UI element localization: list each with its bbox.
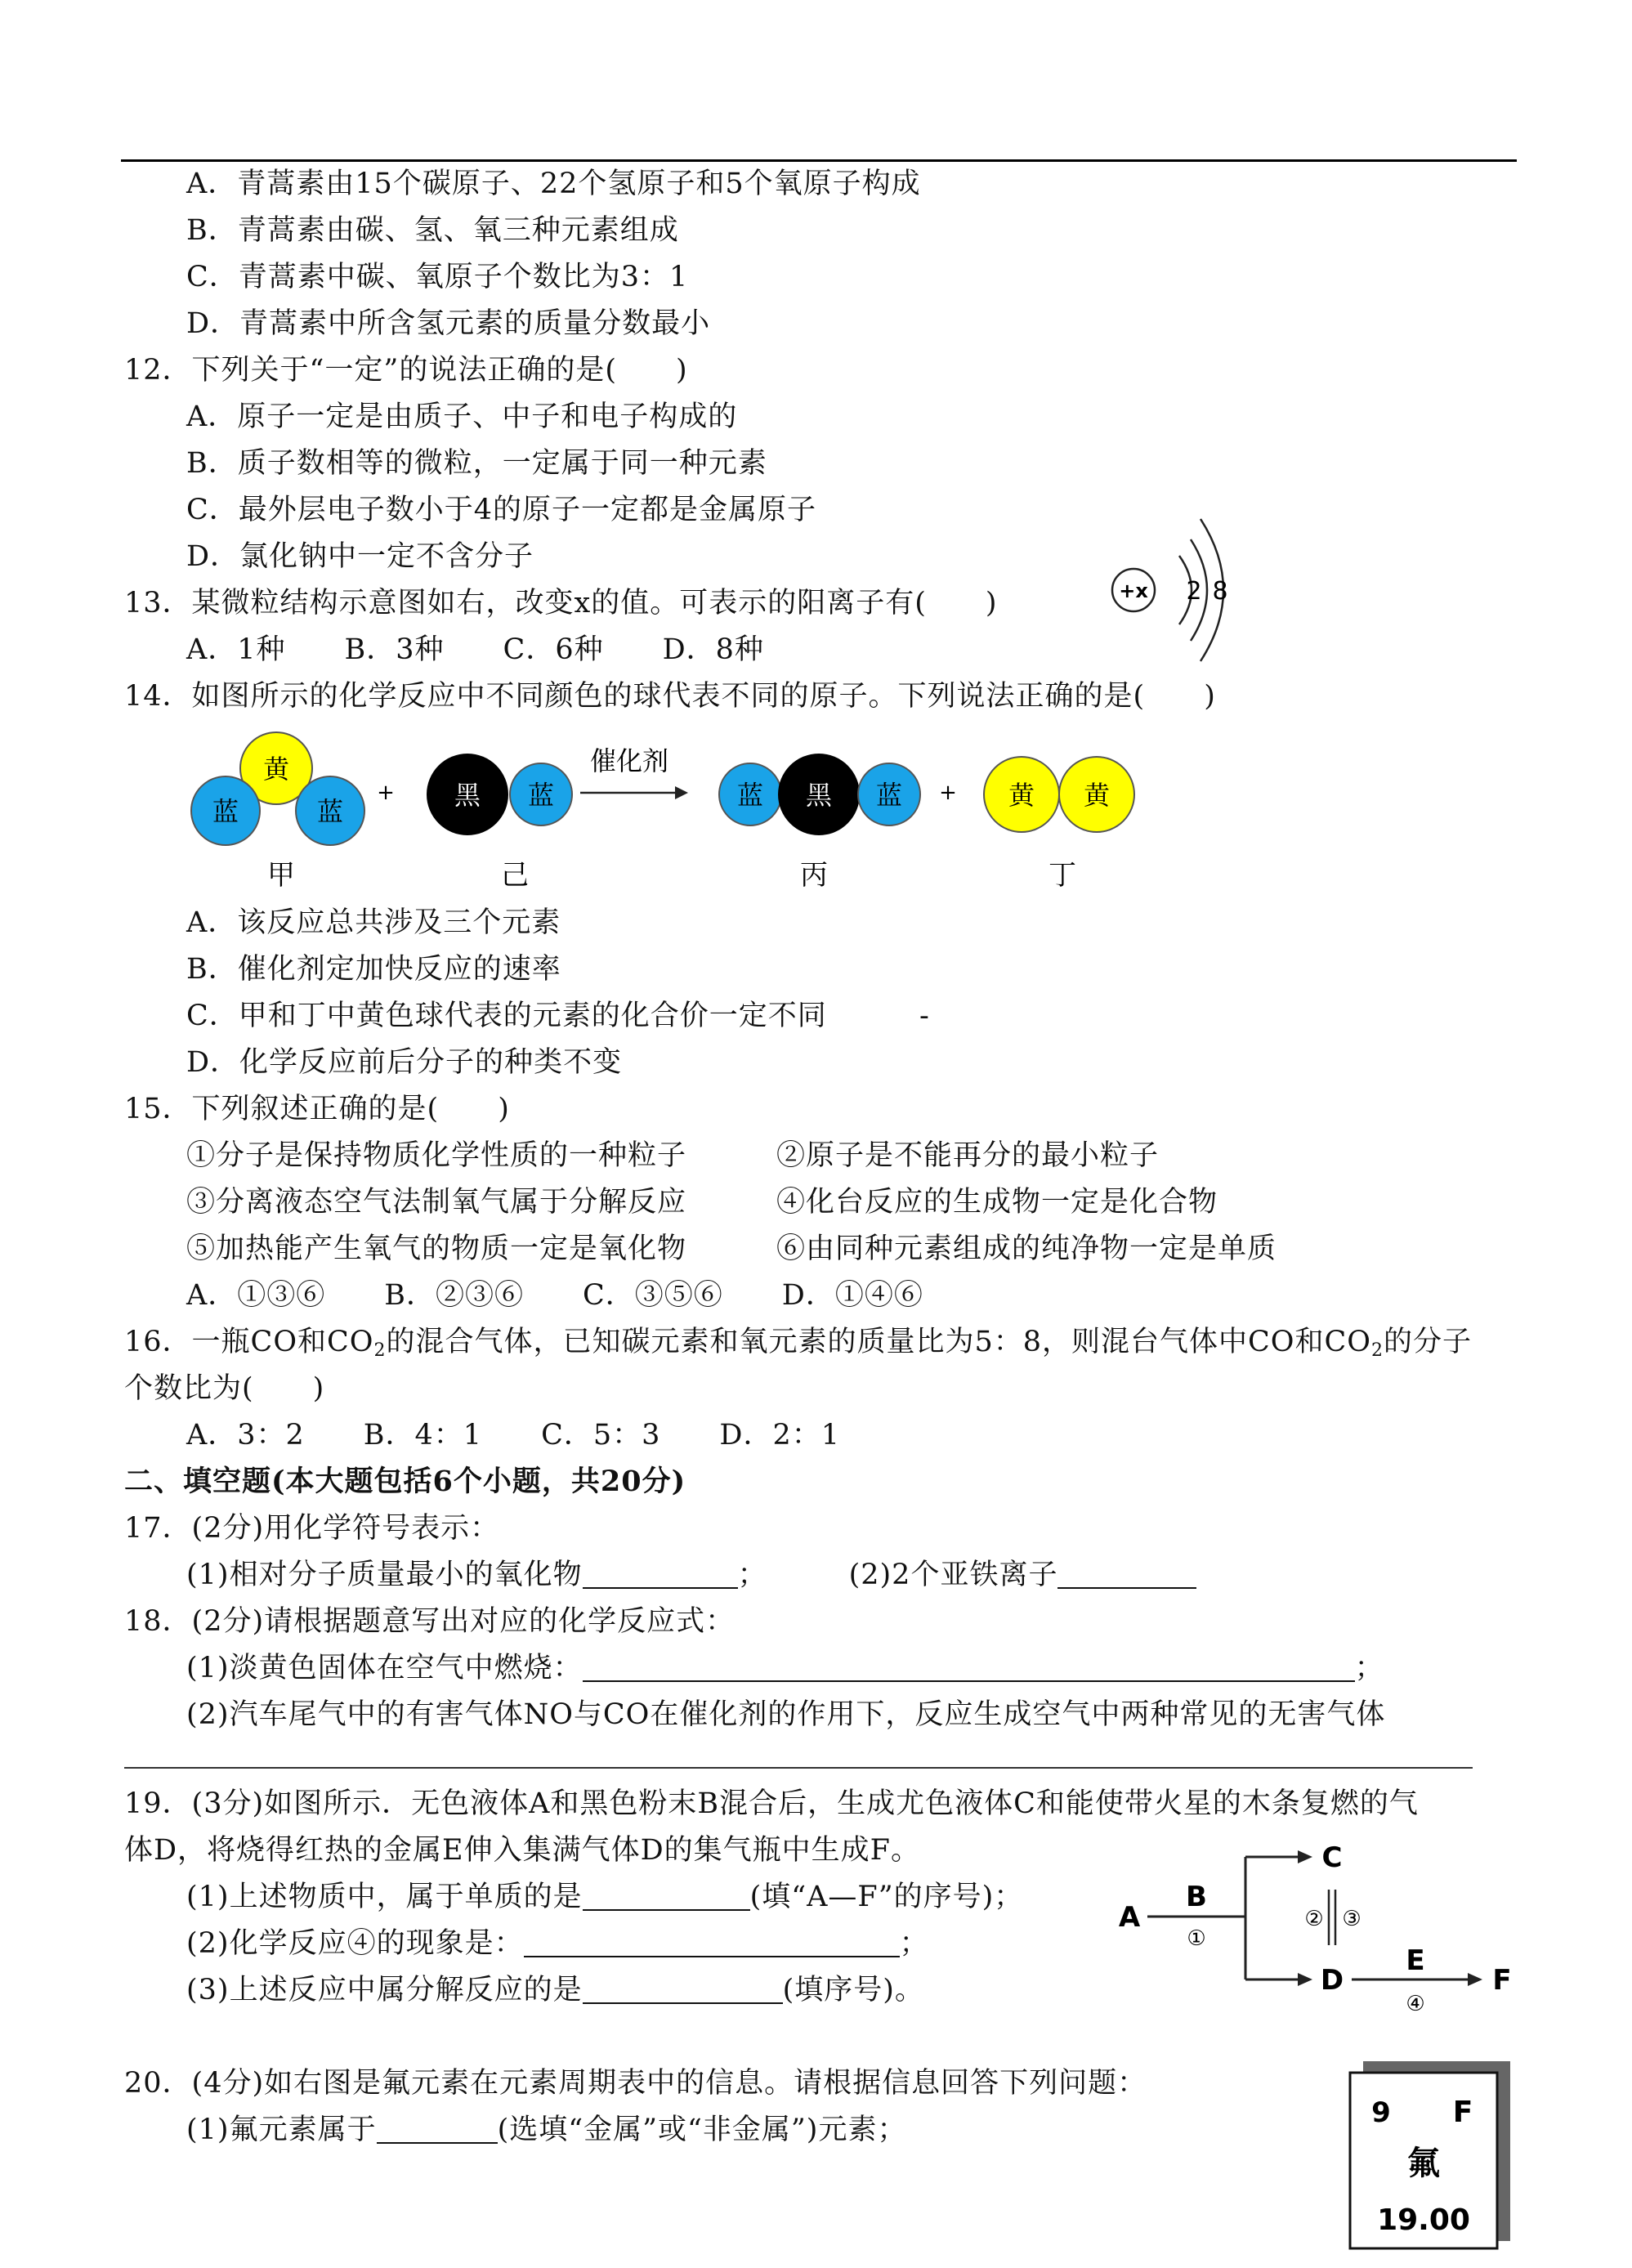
q17-part2: (2)2个亚铁离子 [848,1559,1058,1591]
label-a: A [1118,1901,1141,1934]
q12-option-a: A．原子一定是由质子、中子和电子构成的 [186,400,738,433]
q15-statement-3: ③分离液态空气法制氧气属于分解反应 [186,1186,687,1219]
q12-option-b: B．质子数相等的微粒，一定属于同一种元素 [186,447,767,480]
q13-options: A．1种 B．3种 C．6种 D．8种 [186,633,764,666]
q14-option-a: A．该反应总共涉及三个元素 [186,906,561,939]
q12-option-c: C．最外层电子数小于4的原子一定都是金属原子 [186,494,817,526]
answer-blank[interactable] [524,1930,900,1957]
answer-blank[interactable] [583,1654,1355,1682]
ball-label-yellow: 黄 [1083,780,1111,811]
q11-option-a: A．青蒿素由15个碳原子、22个氢原子和5个氧原子构成 [186,168,921,200]
section-title: 二、填空题(本大题包括6个小题，共20分) [124,1465,686,1498]
q19-part3-line [186,1972,924,2008]
atom-structure-diagram [1099,511,1246,687]
q15-statement-4: ④化台反应的生成物一定是化合物 [776,1186,1218,1219]
ball-label-yellow: 黄 [1008,780,1035,811]
arrow-head [675,786,688,799]
ball-label-black: 黑 [454,780,481,811]
q16-stem-b: 的混合气体，已知碳元素和氧元素的质量比为5：8，则混台气体中CO和CO [386,1326,1371,1358]
q15-statement-5: ⑤加热能产生氧气的物质一定是氧化物 [186,1232,687,1265]
reaction-1: ① [1187,1926,1206,1951]
q12-option-d: D．氯化钠中一定不含分子 [186,540,534,573]
q19-part3-end: (填序号)。 [782,1974,924,2006]
element-name: 氟 [1407,2145,1440,2182]
q20-part1: (1)氟元素属于 [186,2114,377,2146]
nucleus-charge: +x [1119,579,1148,602]
ball-label-blue: 蓝 [736,780,764,811]
ball-label-blue: 蓝 [212,796,239,827]
label-b: B [1186,1881,1207,1913]
ball-label-blue: 蓝 [875,780,903,811]
q19-stem-line1: 19．(3分)如图所示．无色液体A和黑色粉末B混合后，生成尤色液体C和能使带火星的木条复燃的气 [124,1787,1419,1820]
q20-stem: 20．(4分)如右图是氟元素在元素周期表中的信息。请根据信息回答下列问题： [124,2067,1147,2100]
q19-part3: (3)上述反应中属分解反应的是 [186,1974,583,2006]
molecule-name-bing: 丙 [800,859,828,892]
q17-part1: (1)相对分子质量最小的氧化物 [186,1559,583,1591]
atomic-mass: 19.00 [1377,2203,1470,2237]
q14-option-b: B．催化剂定加快反应的速率 [186,953,561,986]
reaction-3: ③ [1342,1907,1361,1931]
header-rule [121,159,1517,162]
q19-part2: (2)化学反应④的现象是： [186,1927,524,1960]
label-d: D [1320,1964,1344,1997]
q12-stem: 12．下列关于“一定”的说法正确的是( ) [124,354,688,387]
label-c: C [1321,1841,1343,1874]
q18-part1: (1)淡黄色固体在空气中燃烧： [186,1652,583,1684]
q16-stem [124,1324,1472,1369]
q11-option-d: D．青蒿素中所含氢元素的质量分数最小 [186,307,711,340]
q11-option-c: C．青蒿素中碳、氧原子个数比为3：1 [186,261,689,293]
q17-separator: ； [737,1559,767,1591]
arrow-head [1468,1973,1482,1986]
q17-parts [186,1557,1196,1593]
q14-option-c: C．甲和丁中黄色球代表的元素的化合价一定不同 [186,1000,827,1032]
ball-label-yellow: 黄 [262,754,290,785]
q19-part2-line [186,1926,929,1962]
molecule-name-ding: 丁 [1049,859,1076,892]
shell-electrons-2: 8 [1212,577,1228,606]
ball-label-blue: 蓝 [316,796,344,827]
answer-blank[interactable] [583,1883,750,1911]
q18-part2: (2)汽车尾气中的有害气体NO与CO在催化剂的作用下，反应生成空气中两种常见的无害气体 [186,1698,1386,1731]
q19-part1-end: (填“A—F”的序号)； [749,1881,1024,1913]
label-f: F [1492,1964,1512,1997]
subscript-2: 2 [373,1340,387,1361]
q15-stem: 15．下列叙述正确的是( ) [124,1093,510,1125]
reaction-figure [172,719,1185,899]
plus-sign: + [939,781,957,805]
q16-stem-line2: 个数比为( ) [124,1372,325,1405]
reaction-4: ④ [1406,1992,1425,2016]
label-e: E [1406,1944,1425,1977]
q17-stem: 17．(2分)用化学符号表示： [124,1512,500,1545]
shell-electrons-1: 2 [1186,577,1202,606]
ball-label-black: 黑 [805,780,833,811]
q16-stem-c: 的分子 [1383,1326,1472,1358]
q19-stem-line2: 体D，将烧得红热的金属E伸入集满气体D的集气瓶中生成F。 [124,1834,920,1867]
q19-part1: (1)上述物质中，属于单质的是 [186,1881,583,1913]
q11-option-b: B．青蒿素由碳、氢、氧三种元素组成 [186,214,679,247]
q15-statement-6: ⑥由同种元素组成的纯净物一定是单质 [776,1232,1277,1265]
q20-part1-line [186,2112,906,2148]
plus-sign: + [377,781,395,805]
q20-part1-end: (选填“金属”或“非金属”)元素； [497,2114,907,2146]
reaction-2: ② [1304,1907,1324,1931]
element-symbol: F [1452,2096,1473,2129]
reaction-flow-diagram [1111,1839,1520,2023]
arrow-head [1298,1973,1312,1986]
arrow-head [1298,1850,1312,1863]
answer-blank[interactable] [1057,1561,1196,1589]
q15-options: A．①③⑥ B．②③⑥ C．③⑤⑥ D．①④⑥ [186,1279,923,1312]
q14-stem: 14．如图所示的化学反应中不同颜色的球代表不同的原子。下列说法正确的是( ) [124,680,1216,713]
molecule-name-jia: 甲 [267,859,295,892]
q19-part1-line [186,1879,1023,1915]
q16-stem-a: 16．一瓶CO和CO [124,1326,374,1358]
atomic-number: 9 [1371,2096,1391,2129]
q19-part2-end: ； [899,1927,929,1960]
stray-mark: - [919,1000,930,1032]
q14-option-d: D．化学反应前后分子的种类不变 [186,1046,623,1079]
subscript-2: 2 [1370,1340,1384,1361]
element-card-fluorine [1340,2051,1520,2252]
q18-part1-end: ； [1354,1652,1384,1684]
q15-statement-2: ②原子是不能再分的最小粒子 [776,1139,1160,1172]
answer-blank[interactable] [583,1976,783,2004]
q13-stem: 13．某微粒结构示意图如右，改变x的值。可表示的阳离子有( ) [124,587,998,620]
q16-options: A．3：2 B．4：1 C．5：3 D．2：1 [186,1419,840,1452]
answer-line[interactable] [124,1767,1473,1769]
q18-stem: 18．(2分)请根据题意写出对应的化学反应式： [124,1605,736,1638]
answer-blank[interactable] [377,2116,498,2144]
q15-statement-1: ①分子是保持物质化学性质的一种粒子 [186,1139,687,1172]
q18-part1-line [186,1650,1384,1686]
catalyst-label: 催化剂 [589,745,669,776]
molecule-name-ji: 己 [501,859,529,892]
ball-label-blue: 蓝 [527,780,555,811]
answer-blank[interactable] [583,1561,738,1589]
